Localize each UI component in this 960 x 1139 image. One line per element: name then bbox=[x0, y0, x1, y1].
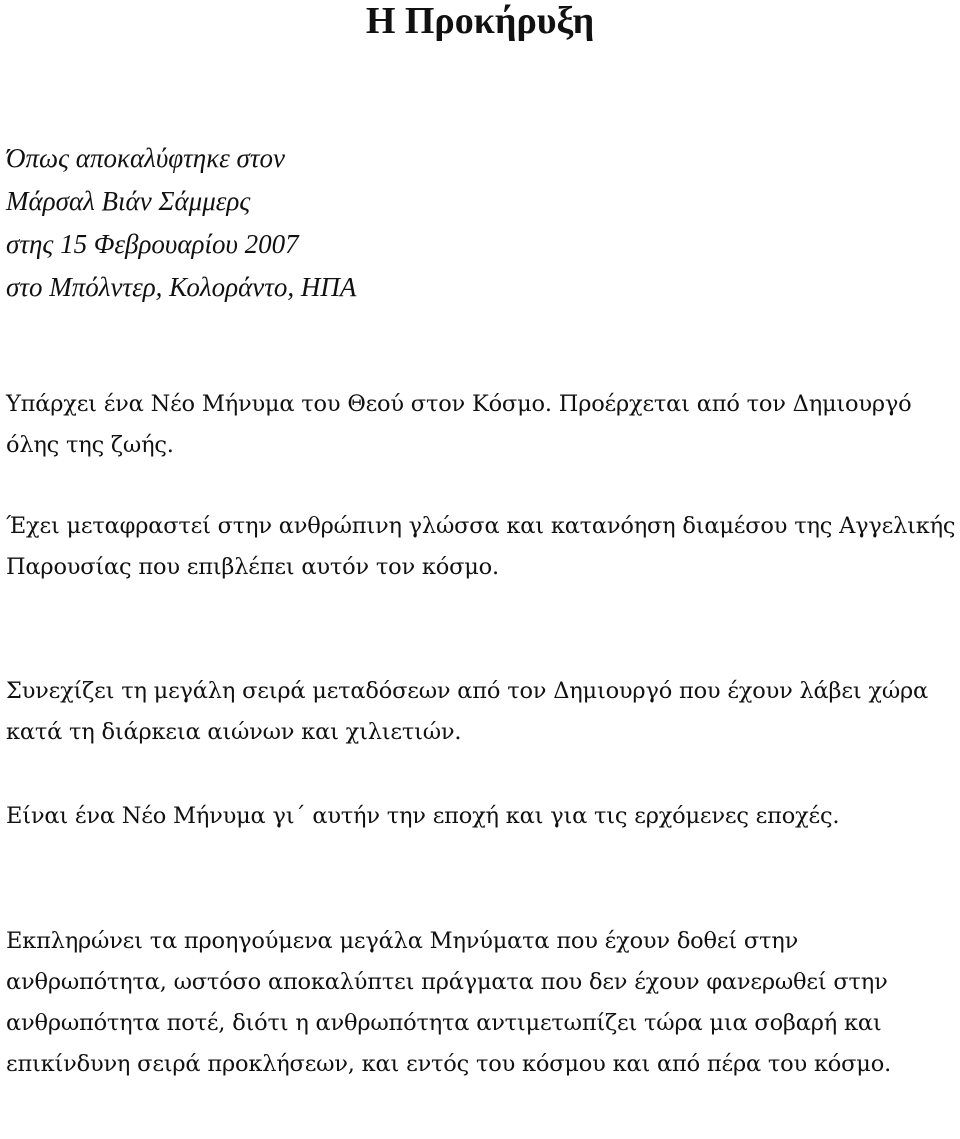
attribution-line: Όπως αποκαλύφτηκε στον bbox=[6, 143, 286, 173]
paragraph-4: Είναι ένα Νέο Μήνυμα γι΄ αυτήν την εποχή και για τις ερχόμενες εποχές. bbox=[6, 803, 840, 829]
attribution-line: στης 15 Φεβρουαρίου 2007 bbox=[6, 229, 299, 259]
attribution-block bbox=[6, 137, 356, 309]
attribution-line: Μάρσαλ Βιάν Σάμμερς bbox=[6, 186, 251, 216]
paragraph-5: Εκπληρώνει τα προηγούμενα μεγάλα Μηνύματα που έχουν δοθεί στην ανθρωπότητα, ωστόσο αποκαλύπτει πράγματα που δεν έχουν φανερωθεί στην ανθρωπότητα ποτέ, διότι η ανθρωπότητα αντιμετωπίζει τώρα μια σοβαρή και επικίνδυνη σειρά προκλήσεων, και εντός του κόσμου και από πέρα του κόσμο. bbox=[6, 928, 892, 1077]
paragraph-2: Έχει μεταφραστεί στην ανθρώπινη γλώσσα και κατανόηση διαμέσου της Αγγελικής Παρουσίας που επιβλέπει αυτόν τον κόσμο. bbox=[6, 513, 956, 580]
paragraph-1: Υπάρχει ένα Νέο Μήνυμα του Θεού στον Κόσμο. Προέρχεται από τον Δημιουργό όλης της ζωής. bbox=[6, 391, 912, 458]
page-title: Η Προκήρυξη bbox=[365, 0, 595, 42]
paragraph-3: Συνεχίζει τη μεγάλη σειρά μεταδόσεων από τον Δημιουργό που έχουν λάβει χώρα κατά τη διάρκεια αιώνων και χιλιετιών. bbox=[6, 678, 928, 745]
attribution-line: στο Μπόλντερ, Κολοράντο, ΗΠΑ bbox=[6, 272, 357, 302]
